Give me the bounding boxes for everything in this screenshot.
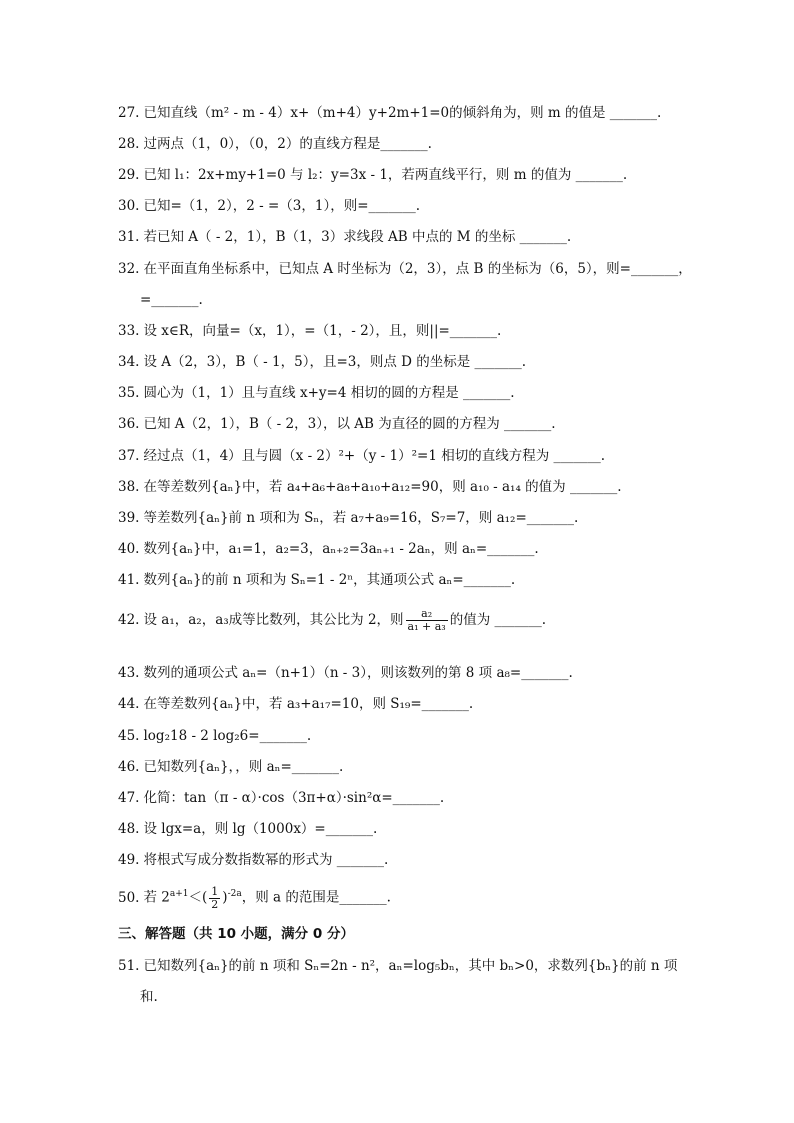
question-32: 32. 在平面直角坐标系中，已知点 A 时坐标为（2，3），点 B 的坐标为（6，5），则=_______，	[118, 261, 692, 277]
question-41: 41. 数列{aₙ}的前 n 项和为 Sₙ=1 - 2ⁿ，其通项公式 aₙ=_______.	[118, 572, 516, 588]
question-45: 45. log₂18 - 2 log₂6=_______.	[118, 728, 312, 744]
question-46: 46. 已知数列{aₙ}，，则 aₙ=_______.	[118, 759, 344, 775]
question-27: 27. 已知直线（m² - m - 4）x+（m+4）y+2m+1=0的倾斜角为，则 m 的值是 _______.	[118, 105, 662, 121]
question-34: 34. 设 A（2，3），B（ - 1，5），且=3，则点 D 的坐标是 _______.	[118, 354, 527, 370]
question-43: 43. 数列的通项公式 aₙ=（n+1）（n - 3），则该数列的第 8 项 a₈=_______.	[118, 665, 573, 681]
question-38: 38. 在等差数列{aₙ}中，若 a₄+a₆+a₈+a₁₀+a₁₂=90，则 a₁₀ - a₁₄ 的值为 _______.	[118, 479, 622, 495]
question-36: 36. 已知 A（2，1），B（ - 2，3），以 AB 为直径的圆的方程为 _______.	[118, 416, 556, 432]
question-49: 49. 将根式写成分数指数幂的形式为 _______.	[118, 852, 389, 868]
question-44: 44. 在等差数列{aₙ}中，若 a₃+a₁₇=10，则 S₁₉=_______.	[118, 696, 474, 712]
fraction-half: $\frac{1}{2}$	[211, 884, 219, 911]
question-35: 35. 圆心为（1，1）且与直线 x+y=4 相切的圆的方程是 _______.	[118, 385, 515, 401]
fraction: $\frac{\text{a₂}}{\text{a₁ + a₃}}$	[407, 607, 446, 633]
question-30: 30. 已知=（1，2），2 - =（3，1），则=_______.	[118, 198, 421, 214]
question-28: 28. 过两点（1，0），（0，2）的直线方程是_______.	[118, 136, 432, 152]
question-32-continued: =_______.	[140, 292, 203, 308]
question-48: 48. 设 lgx=a，则 lg（1000x）=_______.	[118, 821, 378, 837]
question-47: 47. 化简：tan（π - α）·cos（3π+α）·sin²α=_______.	[118, 790, 445, 806]
question-51-continued: 和.	[140, 989, 158, 1005]
question-29: 29. 已知 l₁：2x+my+1=0 与 l₂：y=3x - 1，若两直线平行，则 m 的值为 _______.	[118, 167, 628, 183]
question-33: 33. 设 x∈R，向量=（x，1），=（1，- 2），且，则||=_______.	[118, 323, 502, 339]
question-40: 40. 数列{aₙ}中，a₁=1，a₂=3，aₙ₊₂=3aₙ₊₁ - 2aₙ，则 aₙ=_______.	[118, 541, 539, 557]
question-51: 51. 已知数列{aₙ}的前 n 项和 Sₙ=2n - n²，aₙ=log₅bₙ，其中 bₙ>0，求数列{bₙ}的前 n 项	[118, 958, 678, 974]
question-50: 50. 若 $2^{a+1}<$( $\frac{1}{2}$ )$^{-2a}$，则 a 的范围是_______.	[118, 884, 391, 911]
section-heading: 三、解答题（共 10 小题，满分 0 分）	[118, 926, 354, 942]
question-39: 39. 等差数列{aₙ}前 n 项和为 Sₙ，若 a₇+a₉=16，S₇=7，则 a₁₂=_______.	[118, 510, 579, 526]
question-37: 37. 经过点（1，4）且与圆（x - 2）²+（y - 1）²=1 相切的直线方程为 _______.	[118, 448, 606, 464]
question-42: 42. 设 a₁，a₂，a₃成等比数列，其公比为 2，则 $\frac{\text{a₂}}{\text{a₁ + a₃}}$ 的值为 _______.	[118, 607, 547, 633]
question-31: 31. 若已知 A（ - 2，1），B（1，3）求线段 AB 中点的 M 的坐标 _______.	[118, 229, 572, 245]
